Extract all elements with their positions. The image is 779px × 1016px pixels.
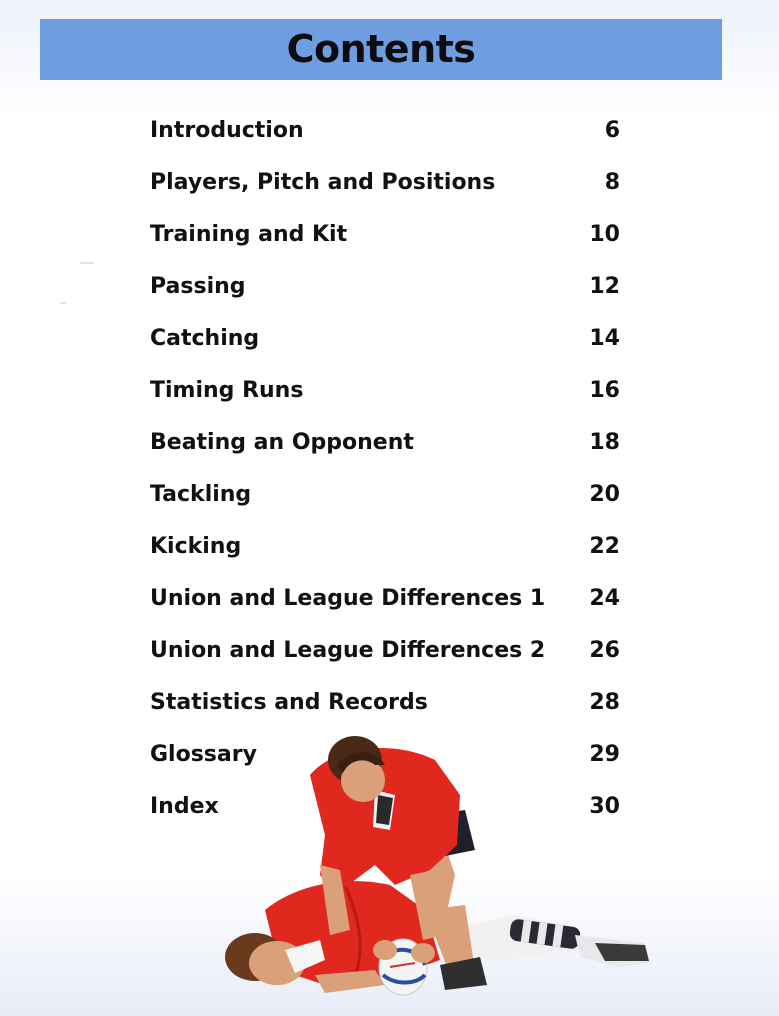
toc-entry-page: 6 bbox=[604, 117, 620, 143]
toc-entry[interactable] bbox=[150, 423, 620, 461]
toc-entry-label: Passing bbox=[150, 273, 246, 299]
toc-entry-page: 12 bbox=[589, 273, 620, 299]
toc-entry-page: 8 bbox=[604, 169, 620, 195]
toc-entry[interactable] bbox=[150, 111, 620, 149]
toc-entry-label: Players, Pitch and Positions bbox=[150, 169, 496, 195]
toc-entry-label: Catching bbox=[150, 325, 260, 351]
toc-entry-page: 20 bbox=[589, 481, 620, 507]
toc-entry-label: Union and League Differences 2 bbox=[150, 637, 546, 663]
toc-entry-label: Tackling bbox=[150, 481, 252, 507]
toc-entry-label: Kicking bbox=[150, 533, 242, 559]
toc-entry-label: Index bbox=[150, 793, 219, 819]
toc-entry-page: 26 bbox=[589, 637, 620, 663]
toc-entry[interactable] bbox=[150, 631, 620, 669]
toc-entry[interactable] bbox=[150, 319, 620, 357]
toc-entry-label: Training and Kit bbox=[150, 221, 348, 247]
toc-entry[interactable] bbox=[150, 371, 620, 409]
toc-entry[interactable] bbox=[150, 475, 620, 513]
toc-entry-label: Beating an Opponent bbox=[150, 429, 414, 455]
toc-entry[interactable] bbox=[150, 267, 620, 305]
toc-entry-page: 22 bbox=[589, 533, 620, 559]
toc-entry-label: Statistics and Records bbox=[150, 689, 428, 715]
toc-entry[interactable] bbox=[150, 579, 620, 617]
toc-entry-page: 16 bbox=[589, 377, 620, 403]
toc-entry-page: 30 bbox=[589, 793, 620, 819]
title-banner bbox=[40, 19, 722, 80]
toc-entry-page: 28 bbox=[589, 689, 620, 715]
toc-entry-label: Introduction bbox=[150, 117, 304, 143]
toc-entry-page: 24 bbox=[589, 585, 620, 611]
toc-entry[interactable] bbox=[150, 683, 620, 721]
toc-entry-page: 18 bbox=[589, 429, 620, 455]
toc-entry-label: Timing Runs bbox=[150, 377, 304, 403]
toc-entry-label: Union and League Differences 1 bbox=[150, 585, 546, 611]
scan-speck bbox=[60, 302, 66, 304]
rugby-tackle-photo bbox=[225, 735, 655, 1000]
toc-entry[interactable] bbox=[150, 163, 620, 201]
toc-entry[interactable] bbox=[150, 527, 620, 565]
toc-entry-page: 10 bbox=[589, 221, 620, 247]
toc-entry-label: Glossary bbox=[150, 741, 257, 767]
scan-speck bbox=[80, 262, 94, 264]
rugby-players-tackle-illustration bbox=[225, 735, 655, 1000]
page-title: Contents bbox=[286, 26, 476, 71]
toc-entry-page: 14 bbox=[589, 325, 620, 351]
toc-entry-page: 29 bbox=[589, 741, 620, 767]
toc-entry[interactable] bbox=[150, 215, 620, 253]
